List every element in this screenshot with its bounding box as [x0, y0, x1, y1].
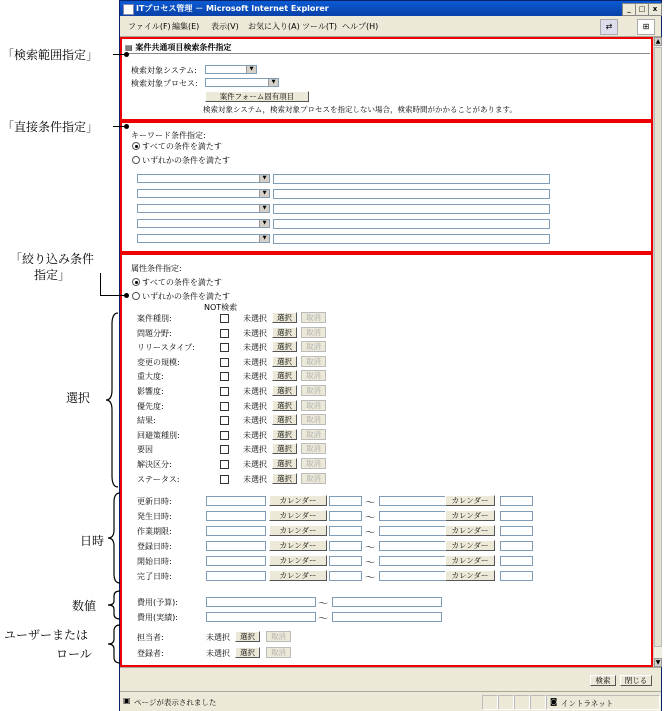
unselected-text: 未選択 [243, 401, 267, 411]
number-row-label: 費用(実績): [137, 613, 178, 622]
page-content [120, 37, 653, 667]
minimize-button[interactable]: _ [622, 3, 636, 16]
filter-annotation-box [120, 253, 653, 667]
attribute-label: 属性条件指定: [131, 264, 182, 273]
unselected-text: 未選択 [243, 314, 267, 323]
ie-icon [123, 4, 134, 15]
range-tilde: 〜 [318, 614, 328, 625]
links-icon[interactable]: ⇄ [600, 19, 618, 35]
calendar-button[interactable]: カレンダー [269, 555, 327, 566]
range-tilde: 〜 [318, 599, 328, 610]
scroll-thumb[interactable] [654, 47, 662, 647]
unselected-text: 未選択 [243, 357, 267, 367]
attribute-row-label: 回避策種別: [137, 430, 180, 440]
menu-view[interactable]: 表示(V) [211, 22, 239, 31]
form-icon: ▤ [125, 43, 136, 52]
unselected-text: 未選択 [243, 445, 267, 455]
select-button[interactable]: 選択 [272, 370, 297, 381]
calendar-button[interactable]: カレンダー [269, 510, 327, 521]
chevron-down-icon: ▼ [259, 235, 269, 242]
date-row-label: 完了日時: [137, 572, 172, 581]
maximize-button[interactable]: □ [635, 3, 649, 16]
select-button[interactable]: 選択 [272, 473, 297, 484]
intranet-icon: ◙ [550, 697, 558, 706]
cancel-button[interactable]: 取消 [301, 429, 326, 440]
user-callout-line2: ロール [56, 647, 92, 661]
date-row-label: 作業期限: [137, 527, 172, 536]
close-button[interactable]: x [648, 3, 662, 16]
calendar-button[interactable]: カレンダー [445, 495, 495, 506]
attribute-all-label: すべての条件を満たす [142, 278, 222, 287]
window-title: ITプロセス管理 － Microsoft Internet Explorer [136, 4, 329, 13]
unselected-text: 未選択 [243, 387, 267, 396]
chevron-down-icon: ▼ [268, 79, 278, 86]
calendar-button[interactable]: カレンダー [269, 495, 327, 506]
unselected-text: 未選択 [206, 649, 230, 658]
calendar-button[interactable]: カレンダー [269, 570, 327, 581]
calendar-button[interactable]: カレンダー [445, 570, 495, 581]
calendar-button[interactable]: カレンダー [269, 525, 327, 536]
unselected-text: 未選択 [243, 430, 267, 440]
cancel-button[interactable]: 取消 [301, 356, 326, 367]
attribute-any-label: いずれかの条件を満たす [142, 292, 230, 301]
unselected-text: 未選択 [206, 633, 230, 642]
vertical-scrollbar[interactable] [653, 37, 662, 667]
unselected-text: 未選択 [243, 474, 267, 484]
select-button[interactable]: 選択 [272, 443, 297, 454]
calendar-button[interactable]: カレンダー [445, 510, 495, 521]
select-button[interactable]: 選択 [272, 458, 297, 469]
number-row-label: 費用(予算): [137, 598, 178, 607]
status-pane [482, 695, 498, 710]
calendar-button[interactable]: カレンダー [445, 555, 495, 566]
cancel-button[interactable]: 取消 [301, 385, 326, 396]
number-callout: 数値 [72, 599, 97, 613]
keyword-any-label: いずれかの条件を満たす [142, 156, 230, 165]
keyword-all-label: すべての条件を満たす [142, 142, 222, 151]
select-button[interactable]: 選択 [235, 647, 260, 658]
unselected-text: 未選択 [243, 328, 267, 338]
range-tilde: 〜 [365, 513, 375, 524]
attribute-row-label: 影響度: [137, 387, 164, 396]
select-button[interactable]: 選択 [235, 631, 260, 642]
scope-leader-dot [124, 52, 129, 57]
system-label: 検索対象システム: [131, 66, 197, 75]
calendar-button[interactable]: カレンダー [445, 540, 495, 551]
search-button[interactable]: 検索 [590, 675, 616, 686]
attribute-row-label: リリースタイプ: [137, 343, 195, 353]
scope-callout: 「検索範囲指定」 [2, 48, 99, 62]
datetime-brace [106, 492, 122, 584]
number-brace [106, 590, 122, 620]
zone-text: イントラネット [561, 699, 614, 708]
chevron-down-icon: ▼ [259, 220, 269, 227]
keyword-label: キーワード条件指定: [131, 131, 206, 140]
page-icon: ▣ [123, 696, 131, 705]
select-button[interactable]: 選択 [272, 327, 297, 338]
filter-callout-line1: 「絞り込み条件 [10, 252, 95, 266]
process-label: 検索対象プロセス: [131, 79, 198, 88]
cancel-button[interactable]: 取消 [301, 312, 326, 323]
user-row-label: 登録者: [137, 649, 164, 658]
cancel-button[interactable]: 取消 [266, 647, 291, 658]
attribute-row-label: ステータス: [137, 474, 180, 484]
status-text: ページが表示されました [134, 698, 217, 707]
filter-leader-line [100, 295, 127, 296]
user-row-label: 担当者: [137, 633, 164, 642]
chevron-down-icon: ▼ [259, 205, 269, 212]
not-search-header: NOT検索 [204, 303, 238, 312]
date-row-label: 発生日時: [137, 512, 172, 521]
cancel-button[interactable]: 取消 [301, 341, 326, 352]
menu-edit[interactable]: 編集(E) [172, 22, 200, 31]
cancel-button[interactable]: 取消 [301, 370, 326, 381]
menu-favorites[interactable]: お気に入り(A) [248, 22, 300, 31]
status-pane [514, 695, 530, 710]
user-callout-line1: ユーザーまたは [4, 628, 89, 642]
unselected-text: 未選択 [243, 343, 267, 353]
attribute-row-label: 重大度: [137, 372, 164, 382]
attribute-row-label: 案件種別: [137, 314, 172, 323]
menu-help[interactable]: ヘルプ(H) [342, 22, 379, 31]
direct-callout: 「直接条件指定」 [2, 120, 99, 134]
cancel-button[interactable]: 取消 [301, 414, 326, 425]
attribute-row-label: 問題分野: [137, 328, 172, 338]
select-button[interactable]: 選択 [272, 414, 297, 425]
menu-tools[interactable]: ツール(T) [302, 22, 337, 31]
page-title: ▤ 案件共通項目検索条件指定 [125, 43, 232, 52]
unselected-text: 未選択 [243, 416, 267, 426]
filter-callout-line2: 指定」 [34, 268, 71, 282]
status-bar [120, 691, 661, 711]
date-row-label: 開始日時: [137, 557, 172, 566]
chevron-down-icon: ▼ [259, 190, 269, 197]
select-button[interactable]: 選択 [272, 312, 297, 323]
browser-window [119, 0, 662, 711]
select-button[interactable]: 選択 [272, 341, 297, 352]
range-tilde: 〜 [365, 543, 375, 554]
select-button[interactable]: 選択 [272, 429, 297, 440]
unselected-text: 未選択 [243, 372, 267, 382]
chevron-down-icon: ▼ [246, 66, 256, 73]
menu-file[interactable]: ファイル(F) [128, 22, 171, 31]
status-pane [530, 695, 546, 710]
user-brace [106, 624, 122, 664]
date-row-label: 更新日時: [137, 497, 172, 506]
status-pane [498, 695, 514, 710]
calendar-button[interactable]: カレンダー [269, 540, 327, 551]
attribute-row-label: 解決区分: [137, 460, 172, 469]
cancel-button[interactable]: 取消 [301, 473, 326, 484]
cancel-button[interactable]: 取消 [301, 458, 326, 469]
filter-leader-line [100, 273, 101, 295]
range-tilde: 〜 [365, 528, 375, 539]
select-button[interactable]: 選択 [272, 356, 297, 367]
scope-note: 検索対象システム，検索対象プロセスを指定しない場合，検索時間がかかることがあります。 [203, 105, 517, 114]
select-brace [104, 312, 120, 488]
scroll-down-icon[interactable]: ▼ [655, 659, 661, 666]
cancel-button[interactable]: 取消 [301, 327, 326, 338]
range-tilde: 〜 [365, 558, 375, 569]
windows-logo-icon: ⊞ [637, 19, 655, 35]
select-button[interactable]: 選択 [272, 400, 297, 411]
attribute-row-label: 優先度: [137, 401, 164, 411]
title-bar [120, 1, 661, 16]
close-page-button[interactable]: 閉じる [620, 675, 652, 686]
chevron-down-icon: ▼ [259, 175, 269, 182]
scope-annotation-box [120, 37, 653, 121]
unselected-text: 未選択 [243, 460, 267, 469]
cancel-button[interactable]: 取消 [301, 443, 326, 454]
attribute-row-label: 結果: [137, 416, 156, 426]
scroll-up-icon[interactable]: ▲ [655, 38, 661, 45]
range-tilde: 〜 [365, 573, 375, 584]
cancel-button[interactable]: 取消 [266, 631, 291, 642]
filter-leader-dot [124, 293, 129, 298]
calendar-button[interactable]: カレンダー [445, 525, 495, 536]
menu-bar [120, 17, 661, 37]
attribute-row-label: 変更の規模: [137, 357, 180, 367]
date-row-label: 登録日時: [137, 542, 172, 551]
form-specific-button[interactable]: 案件フォーム固有項目 [205, 91, 309, 102]
footer-bar [120, 667, 661, 692]
cancel-button[interactable]: 取消 [301, 400, 326, 411]
select-button[interactable]: 選択 [272, 385, 297, 396]
attribute-row-label: 要因 [137, 445, 153, 455]
range-tilde: 〜 [365, 498, 375, 509]
datetime-callout: 日時 [80, 534, 105, 548]
zone-pane [546, 695, 660, 710]
direct-annotation-box [120, 121, 653, 253]
direct-leader-dot [124, 124, 129, 129]
select-callout: 選択 [66, 391, 91, 405]
